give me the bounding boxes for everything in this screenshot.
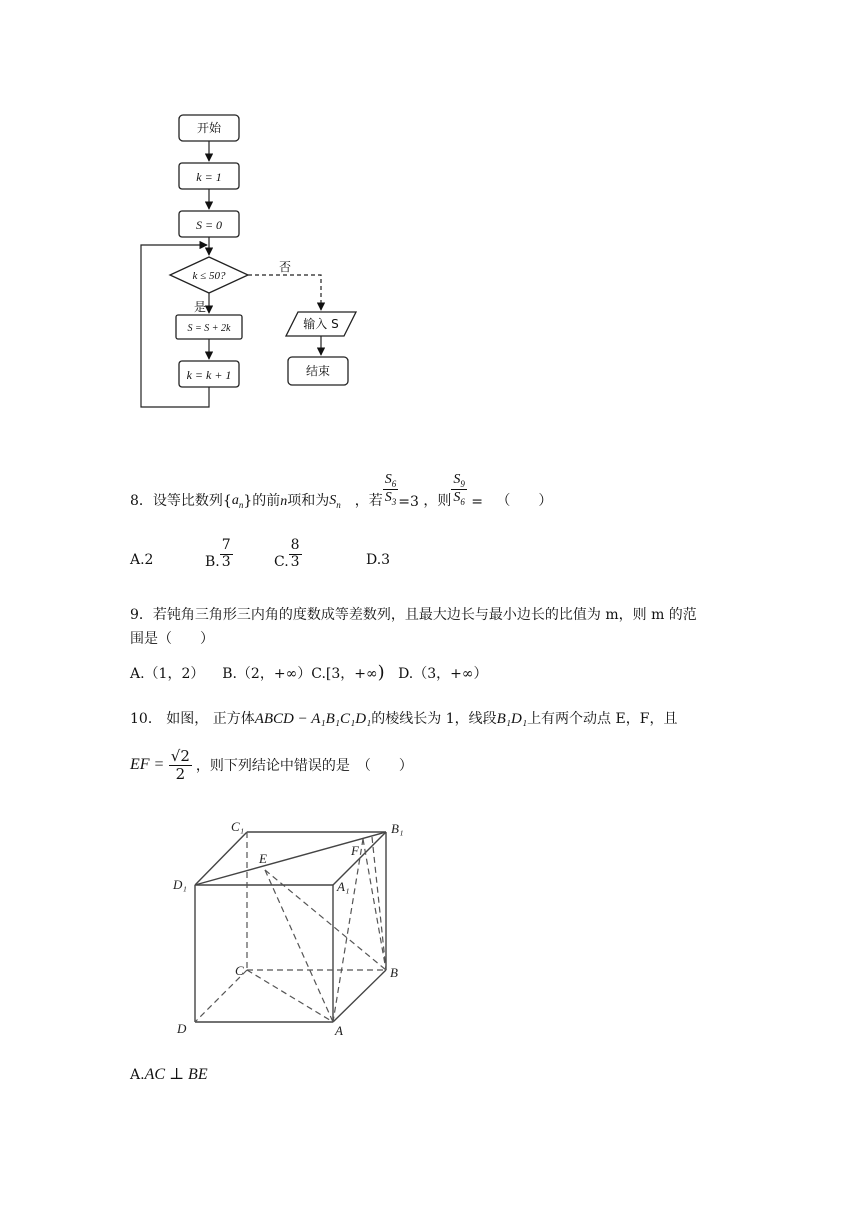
q8-sn: $S_n$: [329, 493, 341, 510]
end-label: 结束: [305, 364, 331, 378]
label-a1: A₁: [337, 879, 350, 894]
q9-option-d: D.（3，+∞）: [398, 666, 488, 682]
q8-fraction-s9-s6: $\frac{S_9}{S_6}$: [453, 471, 465, 508]
label-a: A: [335, 1023, 343, 1038]
s-init-label: S = 0: [195, 218, 223, 232]
label-c: C: [235, 963, 244, 978]
label-c1: C₁: [231, 819, 245, 834]
q8-option-d: D.3: [366, 552, 391, 568]
label-f: F: [351, 843, 359, 858]
q9-option-b: B.（2，+∞）: [222, 666, 312, 682]
condition-label: k ≤ 50?: [192, 270, 226, 282]
q8-a: $a_n$: [231, 493, 244, 510]
update-s-label: S = S + 2k: [187, 323, 231, 334]
label-e: E: [259, 851, 267, 866]
q8-fraction-s6-s3: $\frac{S_6}{S_3}$: [384, 471, 397, 508]
q9-option-a: A.（1，2）: [130, 666, 205, 682]
flowchart: [130, 105, 370, 415]
q10-option-a: A.AC ⊥ BE: [130, 1066, 208, 1083]
update-k-label: k = k + 1: [186, 368, 232, 382]
cube-figure: [165, 815, 415, 1045]
start-label: 开始: [196, 121, 222, 135]
label-d: D: [177, 1021, 187, 1036]
q8-option-c: C. $\frac{8}{3}$: [274, 537, 300, 570]
q8-option-a: A.2: [130, 552, 154, 568]
q9-option-c: C.[3，+∞: [311, 666, 378, 682]
q10-segment: B₁D₁: [496, 711, 528, 727]
label-b1: B₁: [391, 821, 404, 836]
q8-option-b: B. $\frac{7}{3}$: [205, 537, 231, 570]
q9-line2: 围是（ ）: [130, 631, 214, 647]
q10-stem: 10． 如图， 正方体ABCD − A₁B₁C₁D₁的棱线长为 1，线段B₁D₁上有两个动点 E，F，且: [130, 711, 678, 727]
q8-stem: 8．设等比数列{ $a_n$ }的前 n 项和为 $S_n$ ，若 $\frac{S_6}{S_3}$ =3 ，则 $\frac{S_9}{S_6}$ = （ ）: [130, 471, 553, 510]
q9-line1: 9．若钝角三角形三内角的度数成等差数列，且最大边长与最小边长的比值为 m，则 m 的范: [130, 607, 697, 623]
output-label: 输入 S: [303, 317, 339, 331]
yes-label: 是: [193, 300, 207, 314]
q10-cube-name: ABCD − A₁B₁C₁D₁: [254, 711, 372, 727]
label-b: B: [390, 965, 398, 980]
q10-condition: EF = $\frac{√2}{2}$ ，则下列结论中错误的是 （ ）: [130, 747, 413, 783]
q9-options: A.（1，2） B.（2，+∞）C.[3，+∞) D.（3，+∞）: [130, 662, 488, 683]
k-init-label: k = 1: [196, 170, 222, 184]
label-d1: D₁: [173, 877, 187, 892]
no-label: 否: [278, 260, 292, 274]
